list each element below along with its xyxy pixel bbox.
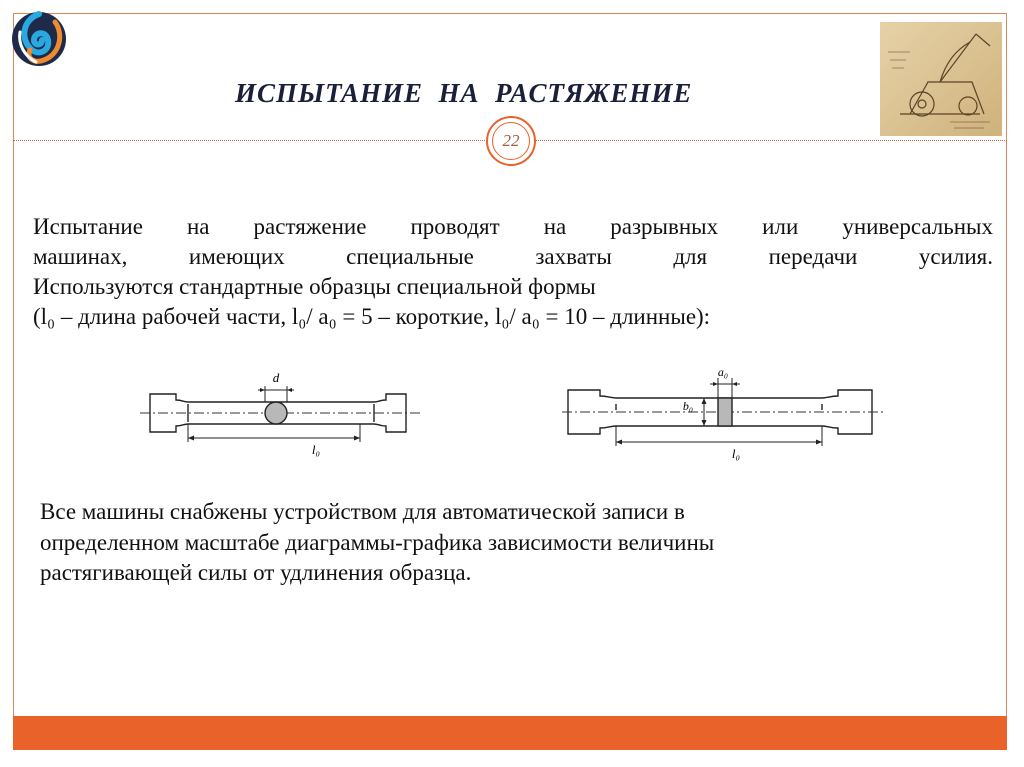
thickness-label: a₀ — [717, 365, 729, 379]
paragraph-line: Все машины снабжены устройством для автоматической записи в — [40, 499, 685, 524]
paragraph-line: Испытание на растяжение проводят на разрывных или универсальных — [33, 214, 993, 239]
intro-paragraph — [33, 212, 993, 333]
paragraph-line: (l₀ – длина рабочей части, l₀/ a₀ = 5 – короткие, l₀/ a₀ = 10 – длинные): — [33, 304, 711, 330]
width-label: b₀ — [682, 399, 694, 413]
yin-yang-swirl-icon — [10, 10, 68, 68]
round-length-label: l₀ — [311, 442, 321, 457]
paragraph-line: растягивающей силы от удлинения образца. — [40, 560, 472, 586]
footer-bar — [13, 716, 1007, 750]
page-number-badge — [486, 116, 536, 166]
flat-length-label: l₀ — [731, 446, 741, 461]
machines-paragraph — [40, 497, 990, 589]
paragraph-line: машинах, имеющих специальные захваты для передачи усилия. — [33, 244, 993, 270]
flat-specimen-diagram — [560, 364, 890, 464]
paragraph-line: Используются стандартные образцы специальной формы — [33, 274, 596, 300]
round-specimen-diagram — [136, 366, 426, 462]
da-vinci-machine-sketch — [880, 22, 1002, 136]
paragraph-line: определенном масштабе диаграммы-графика зависимости величины — [40, 529, 715, 555]
page-number: 22 — [492, 122, 530, 160]
diameter-label: d — [272, 370, 280, 385]
slide-title: ИСПЫТАНИЕ НА РАСТЯЖЕНИЕ — [235, 78, 693, 109]
